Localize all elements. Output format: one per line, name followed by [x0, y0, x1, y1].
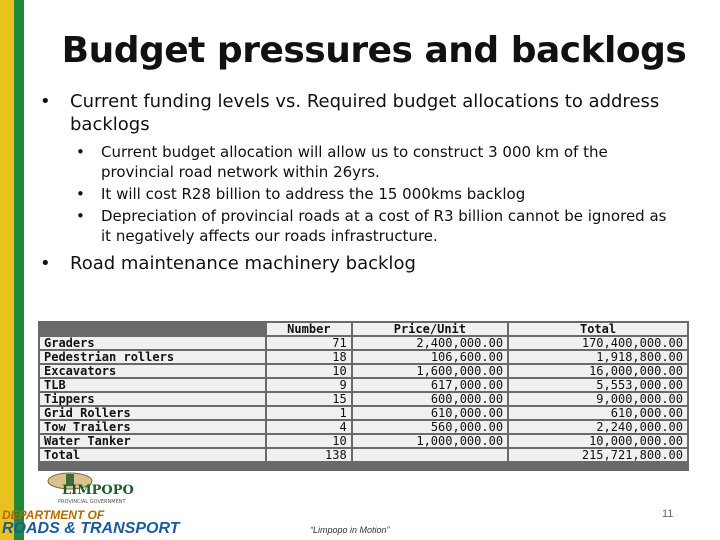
table-row	[40, 407, 687, 419]
header-cell-total: Total	[509, 323, 687, 335]
table-header-row	[40, 323, 687, 335]
table-row	[40, 365, 687, 377]
cell-number: 18	[267, 351, 351, 363]
cell-price: 617,000.00	[353, 379, 507, 391]
header-cell-number: Number	[267, 323, 351, 335]
cell-number: 10	[267, 365, 351, 377]
department-name: ROADS & TRANSPORT	[2, 520, 180, 537]
cell-number: 9	[267, 379, 351, 391]
cell-total: 215,721,800.00	[509, 449, 687, 461]
header-cell-price: Price/Unit	[353, 323, 507, 335]
machinery-table	[38, 321, 689, 471]
cell-item: Pedestrian rollers	[40, 351, 265, 363]
cell-total: 610,000.00	[509, 407, 687, 419]
cell-total: 10,000,000.00	[509, 435, 687, 447]
cell-price: 106,600.00	[353, 351, 507, 363]
cell-total: 1,918,800.00	[509, 351, 687, 363]
bullet-list	[40, 90, 680, 281]
cell-item: Tippers	[40, 393, 265, 405]
table-row	[40, 351, 687, 363]
bullet-machinery: • Road maintenance machinery backlog	[40, 252, 680, 275]
cell-number: 4	[267, 421, 351, 433]
cell-number: 1	[267, 407, 351, 419]
sub-bullet-depreciation: • Depreciation of provincial roads at a cost of R3 billion cannot be ignored as it negatively affects our roads infrastructure.	[40, 206, 680, 246]
cell-price: 610,000.00	[353, 407, 507, 419]
cell-number: 10	[267, 435, 351, 447]
cell-number: 15	[267, 393, 351, 405]
sub-bullet-list	[40, 142, 680, 246]
table-row	[40, 421, 687, 433]
table-row	[40, 337, 687, 349]
cell-price: 1,000,000.00	[353, 435, 507, 447]
cell-number: 71	[267, 337, 351, 349]
table-row	[40, 435, 687, 447]
department-label: DEPARTMENT OF	[2, 508, 105, 522]
cell-total: 16,000,000.00	[509, 365, 687, 377]
cell-item: Water Tanker	[40, 435, 265, 447]
cell-item: Grid Rollers	[40, 407, 265, 419]
cell-total: 5,553,000.00	[509, 379, 687, 391]
cell-total: 9,000,000.00	[509, 393, 687, 405]
side-stripe-white	[24, 0, 28, 540]
bullet-funding: • Current funding levels vs. Required budget allocations to address backlogs	[40, 90, 680, 136]
cell-price: 1,600,000.00	[353, 365, 507, 377]
province-name: LIMPOPO	[62, 483, 134, 498]
cell-total: 170,400,000.00	[509, 337, 687, 349]
cell-price: 2,400,000.00	[353, 337, 507, 349]
slide-title: Budget pressures and backlogs	[61, 30, 687, 71]
motto: “Limpopo in Motion”	[310, 525, 390, 535]
side-stripe-green	[14, 0, 24, 540]
cell-item: Tow Trailers	[40, 421, 265, 433]
cell-price: 560,000.00	[353, 421, 507, 433]
cell-total: 2,240,000.00	[509, 421, 687, 433]
cell-price: 600,000.00	[353, 393, 507, 405]
cell-price	[353, 449, 507, 461]
province-subtitle: PROVINCIAL GOVERNMENT	[58, 499, 126, 505]
header-cell-category	[40, 323, 265, 335]
cell-number: 138	[267, 449, 351, 461]
table-row	[40, 379, 687, 391]
table-total-row	[40, 449, 687, 461]
table-row	[40, 393, 687, 405]
sub-bullet-construction: • Current budget allocation will allow us to construct 3 000 km of the provincial road network within 26yrs.	[40, 142, 680, 182]
page-number: 11	[662, 508, 674, 520]
side-stripe-gold	[0, 0, 14, 540]
cell-item: TLB	[40, 379, 265, 391]
cell-item: Excavators	[40, 365, 265, 377]
cell-item: Graders	[40, 337, 265, 349]
cell-item: Total	[40, 449, 265, 461]
sub-bullet-backlog-cost: • It will cost R28 billion to address the 15 000kms backlog	[40, 184, 680, 204]
